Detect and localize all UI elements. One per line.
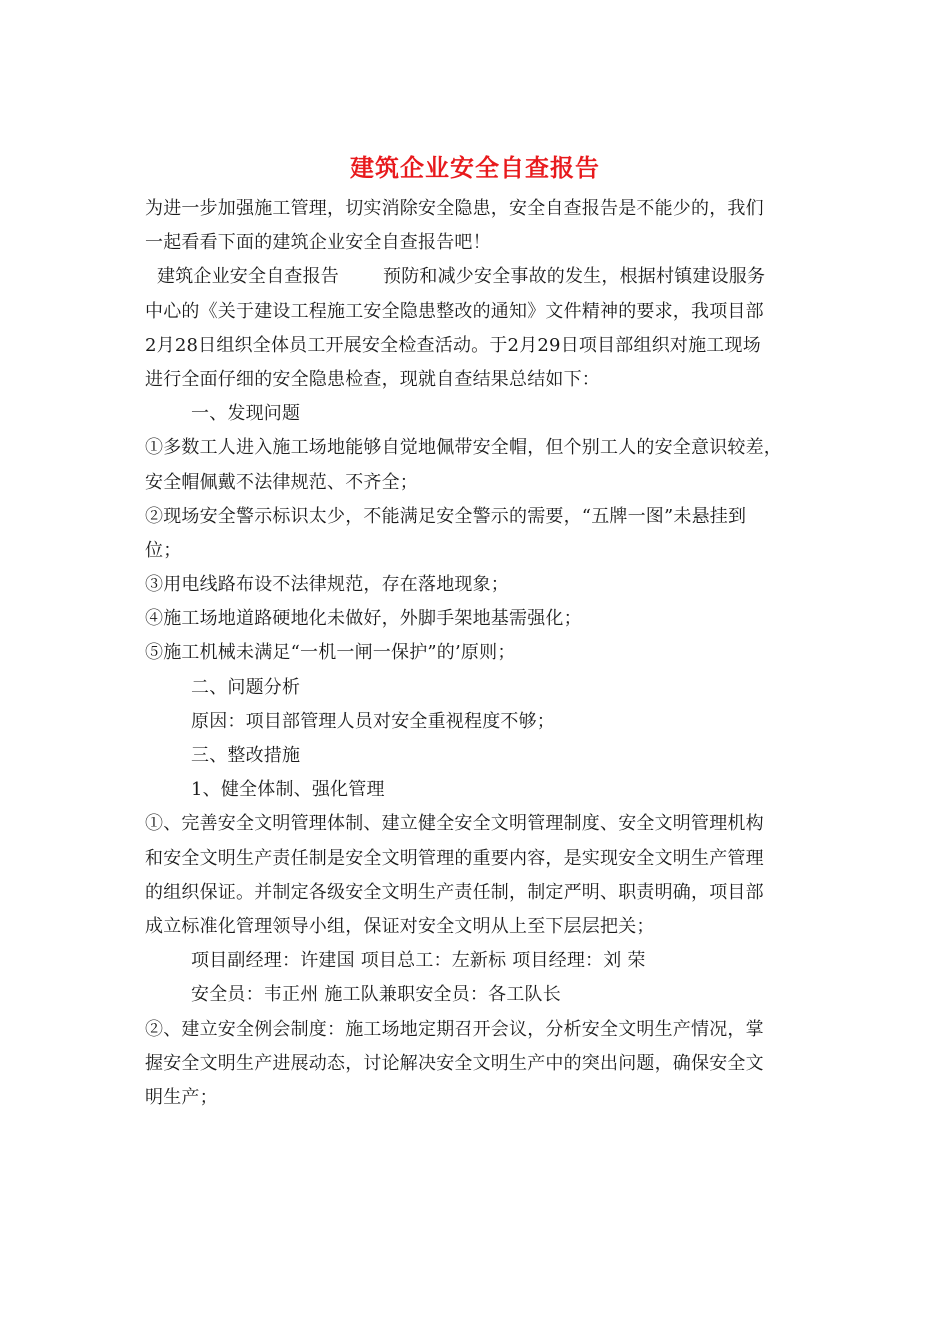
paragraph-line xyxy=(145,260,815,294)
paragraph-line: ②、建立安全例会制度：施工场地定期召开会议，分析安全文明生产情况，掌 xyxy=(145,1018,764,1040)
paragraph-line: 成立标准化管理领导小组，保证对安全文明从上至下层层把关； xyxy=(145,915,655,937)
section-heading: 三、整改措施 xyxy=(191,745,301,766)
list-item: 位； xyxy=(145,539,182,561)
list-item: 安全帽佩戴不法律规范、不齐全； xyxy=(145,471,418,493)
list-item: ⑤施工机械未满足“一机一闸一保护”的’原则； xyxy=(145,642,516,664)
paragraph-line: 的组织保证。并制定各级安全文明生产责任制，制定严明、职责明确，项目部 xyxy=(145,881,764,903)
paragraph-line: 握安全文明生产进展动态，讨论解决安全文明生产中的突出问题，确保安全文 xyxy=(145,1052,764,1074)
paragraph-line: 明生产； xyxy=(145,1086,218,1108)
list-item: ③用电线路布设不法律规范，存在落地现象； xyxy=(145,574,509,596)
paragraph-line: ①、完善安全文明管理体制、建立健全安全文明管理制度、安全文明管理机构 xyxy=(145,813,764,835)
paragraph-line: 为进一步加强施工管理，切实消除安全隐患，安全自查报告是不能少的，我们 xyxy=(145,198,764,219)
paragraph-text: 预防和减少安全事故的发生，根据村镇建设服务 xyxy=(383,266,766,288)
list-item: ④施工场地道路硬地化未做好，外脚手架地基需强化； xyxy=(145,608,582,630)
paragraph-line: 2月28日组织全体员工开展安全检查活动。于2月29日项目部组织对施工现场 xyxy=(145,334,761,356)
staff-line: 安全员：韦正州 施工队兼职安全员：各工队长 xyxy=(191,984,561,1006)
document-body xyxy=(145,192,815,1115)
list-item: ②现场安全警示标识太少，不能满足安全警示的需要，“五牌一图”未悬挂到 xyxy=(145,505,747,527)
list-item: ①多数工人进入施工场地能够自觉地佩带安全帽，但个别工人的安全意识较差， xyxy=(145,437,782,459)
section-heading: 二、问题分析 xyxy=(191,676,301,698)
section-heading: 一、发现问题 xyxy=(191,403,301,425)
paragraph-line: 一起看看下面的建筑企业安全自查报告吧！ xyxy=(145,232,491,254)
paragraph-line: 原因：项目部管理人员对安全重视程度不够； xyxy=(191,710,555,732)
document-title: 建筑企业安全自查报告 xyxy=(350,153,600,182)
report-subtitle: 建筑企业安全自查报告 xyxy=(157,266,339,288)
sub-heading: 1、健全体制、强化管理 xyxy=(191,779,385,801)
paragraph-line: 和安全文明生产责任制是安全文明管理的重要内容，是实现安全文明生产管理 xyxy=(145,847,764,869)
paragraph-line: 中心的《关于建设工程施工安全隐患整改的通知》文件精神的要求，我项目部 xyxy=(145,300,764,322)
paragraph-line: 进行全面仔细的安全隐患检查，现就自查结果总结如下： xyxy=(145,368,600,390)
staff-line: 项目副经理：许建国 项目总工：左新标 项目经理：刘 荣 xyxy=(191,950,646,972)
